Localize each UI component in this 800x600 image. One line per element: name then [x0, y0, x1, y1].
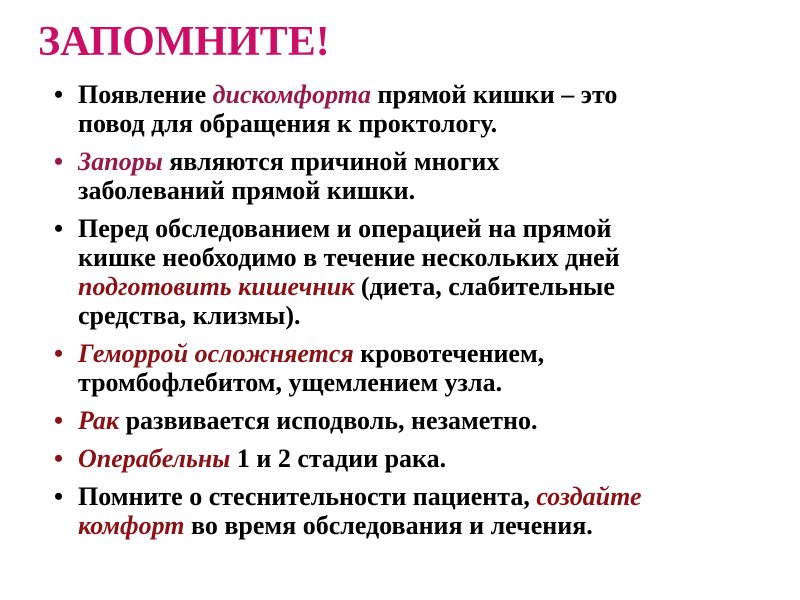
list-item	[54, 339, 800, 397]
emphasis-run: комфорт	[78, 511, 185, 540]
text-line	[78, 214, 620, 243]
emphasis-run: Рак	[78, 406, 120, 435]
text-line	[78, 368, 544, 397]
text-run: являются причиной многих	[162, 147, 500, 176]
bullet-text	[78, 482, 642, 540]
bullet-marker-icon: •	[54, 80, 64, 109]
list-item	[54, 406, 800, 435]
bullet-marker-icon: •	[54, 147, 64, 176]
bullet-marker-icon: •	[54, 406, 64, 435]
bullet-text	[78, 214, 620, 330]
bullet-list	[54, 80, 800, 540]
text-line	[78, 176, 499, 205]
emphasis-run: Операбельны	[78, 444, 231, 473]
text-line	[78, 272, 620, 301]
text-line	[78, 511, 642, 540]
bullet-marker-icon: •	[54, 482, 64, 511]
text-run: заболеваний прямой кишки.	[78, 176, 416, 205]
text-run: прямой кишки – это	[371, 80, 618, 109]
emphasis-run: создайте	[536, 482, 642, 511]
list-item	[54, 444, 800, 473]
text-line	[78, 444, 446, 473]
list-item	[54, 147, 800, 205]
text-line	[78, 243, 620, 272]
emphasis-run: дискомфорта	[212, 80, 372, 109]
slide-title: ЗАПОМНИТЕ!	[38, 19, 330, 65]
text-run: (диета, слабительные	[354, 272, 615, 301]
text-run: Помните о стеснительности пациента,	[78, 482, 537, 511]
list-item	[54, 214, 800, 330]
text-line	[78, 109, 617, 138]
text-run: развивается исподволь, незаметно.	[119, 406, 538, 435]
bullet-text	[78, 80, 617, 138]
text-line	[78, 301, 620, 330]
bullet-text	[78, 444, 446, 473]
text-line	[78, 482, 642, 511]
bullet-text	[78, 406, 538, 435]
text-run: во время обследования и лечения.	[184, 511, 593, 540]
text-run: Перед обследованием и операцией на прямой	[78, 214, 612, 243]
list-item	[54, 482, 800, 540]
text-run: кишке необходимо в течение нескольких дней	[78, 243, 620, 272]
text-line	[78, 406, 538, 435]
bullet-text	[78, 339, 544, 397]
text-run: тромбофлебитом, ущемлением узла.	[78, 368, 503, 397]
text-run: Появление	[78, 80, 213, 109]
text-line	[78, 339, 544, 368]
bullet-marker-icon: •	[54, 444, 64, 473]
list-item	[54, 80, 800, 138]
text-line	[78, 80, 617, 109]
bullet-marker-icon: •	[54, 339, 64, 368]
bullet-text	[78, 147, 499, 205]
text-line	[78, 147, 499, 176]
bullet-marker-icon: •	[54, 214, 64, 243]
text-run: кровотечением,	[353, 339, 545, 368]
emphasis-run: подготовить кишечник	[78, 272, 355, 301]
emphasis-run: Запоры	[78, 147, 163, 176]
text-run: повод для обращения к проктологу.	[78, 109, 498, 138]
text-run: средства, клизмы).	[78, 301, 301, 330]
emphasis-run: Геморрой осложняется	[78, 339, 354, 368]
text-run: 1 и 2 стадии рака.	[230, 444, 447, 473]
